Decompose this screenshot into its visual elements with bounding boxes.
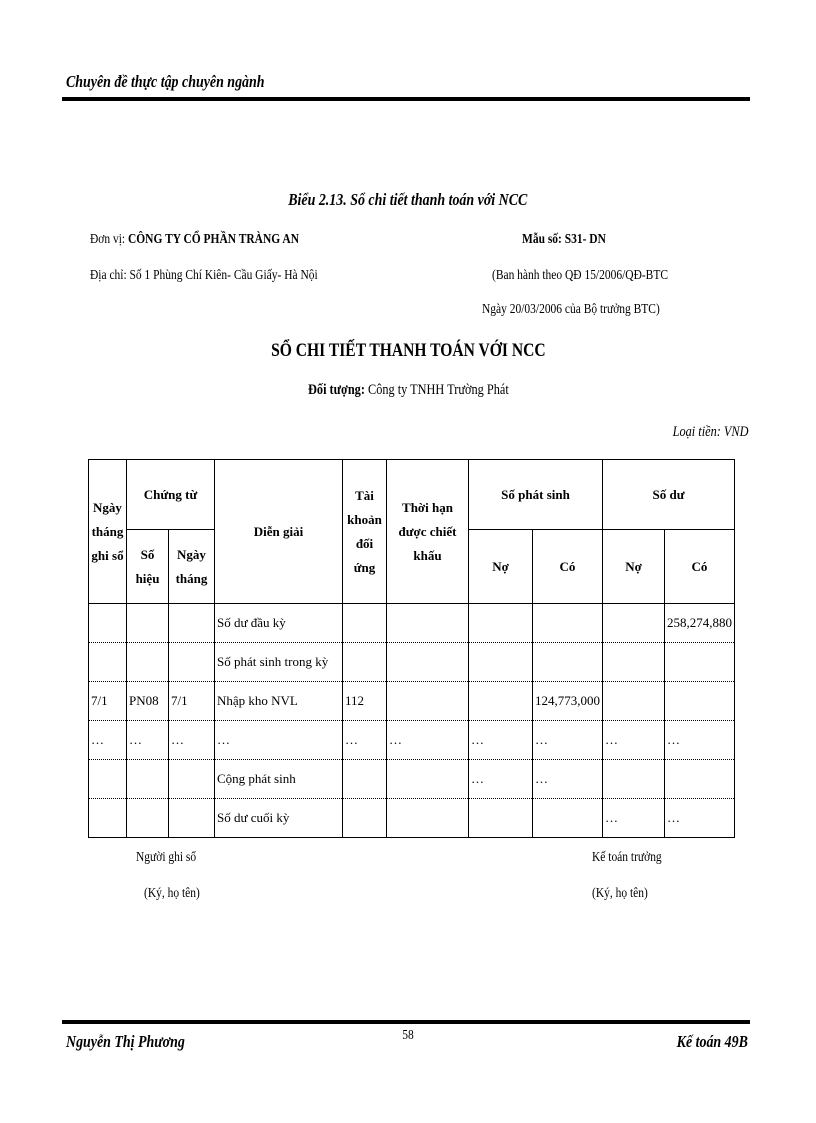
cell-voucher-no bbox=[127, 604, 169, 643]
cell-description: … bbox=[215, 721, 343, 760]
cell-arising-credit bbox=[533, 643, 603, 682]
cell-date: 7/1 bbox=[89, 682, 127, 721]
header-voucher-date: Ngày tháng bbox=[169, 530, 215, 604]
cell-date bbox=[89, 604, 127, 643]
header-rule bbox=[62, 97, 750, 101]
header-voucher-no: Số hiệu bbox=[127, 530, 169, 604]
address-line bbox=[90, 268, 368, 284]
cell-voucher-no bbox=[127, 643, 169, 682]
signature-right-title: Kế toán trưởng bbox=[592, 850, 662, 865]
figure-title: Biểu 2.13. Sổ chi tiết thanh toán với NCC bbox=[288, 190, 528, 209]
ledger-table bbox=[88, 459, 735, 838]
unit-value: CÔNG TY CỔ PHẦN TRÀNG AN bbox=[127, 232, 300, 247]
running-header: Chuyên đề thực tập chuyên ngành bbox=[66, 72, 265, 91]
cell-arising-credit: … bbox=[533, 760, 603, 799]
cell-arising-debit bbox=[469, 604, 533, 643]
header-arising-debit: Nợ bbox=[469, 530, 533, 604]
header-date-recorded: Ngày tháng ghi sổ bbox=[89, 460, 127, 604]
footer-author: Nguyễn Thị Phương bbox=[66, 1032, 185, 1051]
cell-discount-term bbox=[387, 682, 469, 721]
address-value: Số 1 Phùng Chí Kiên- Cầu Giấy- Hà Nội bbox=[129, 268, 318, 283]
cell-voucher-date bbox=[169, 760, 215, 799]
cell-balance-credit: … bbox=[665, 799, 735, 838]
cell-arising-debit: … bbox=[469, 760, 533, 799]
cell-description: Số dư cuối kỳ bbox=[215, 799, 343, 838]
cell-account bbox=[343, 760, 387, 799]
page-number: 58 bbox=[402, 1028, 414, 1043]
cell-account: … bbox=[343, 721, 387, 760]
cell-voucher-date bbox=[169, 643, 215, 682]
unit-line bbox=[90, 232, 345, 248]
cell-arising-credit bbox=[533, 604, 603, 643]
cell-account bbox=[343, 643, 387, 682]
cell-account bbox=[343, 604, 387, 643]
cell-balance-debit bbox=[603, 643, 665, 682]
subject-value: Công ty TNHH Trường Phát bbox=[364, 382, 509, 398]
cell-voucher-no: PN08 bbox=[127, 682, 169, 721]
header-voucher: Chứng từ bbox=[127, 460, 215, 530]
header-discount-term: Thời hạn được chiết khấu bbox=[387, 460, 469, 604]
cell-balance-debit bbox=[603, 682, 665, 721]
address-label: Địa chỉ: bbox=[90, 268, 130, 283]
header-description: Diễn giải bbox=[215, 460, 343, 604]
cell-arising-debit: … bbox=[469, 721, 533, 760]
cell-arising-credit bbox=[533, 799, 603, 838]
cell-discount-term: … bbox=[387, 721, 469, 760]
cell-arising-credit: … bbox=[533, 721, 603, 760]
cell-discount-term bbox=[387, 760, 469, 799]
table-row bbox=[89, 721, 735, 760]
signature-right-note: (Ký, họ tên) bbox=[592, 886, 648, 901]
header-balance: Số dư bbox=[603, 460, 735, 530]
cell-balance-debit bbox=[603, 760, 665, 799]
cell-arising-debit bbox=[469, 682, 533, 721]
cell-voucher-date bbox=[169, 604, 215, 643]
subject-label: Đối tượng: bbox=[307, 382, 365, 398]
unit-label: Đơn vị: bbox=[90, 232, 128, 247]
issued-by-line-1: (Ban hành theo QĐ 15/2006/QĐ-BTC bbox=[492, 268, 669, 283]
cell-discount-term bbox=[387, 799, 469, 838]
cell-account: 112 bbox=[343, 682, 387, 721]
footer-class: Kế toán 49B bbox=[676, 1032, 748, 1051]
cell-voucher-no bbox=[127, 760, 169, 799]
currency-label: Loại tiền: VND bbox=[672, 424, 748, 440]
cell-voucher-date: 7/1 bbox=[169, 682, 215, 721]
form-code: Mẫu số: S31- DN bbox=[522, 232, 606, 247]
table-row bbox=[89, 643, 735, 682]
cell-balance-debit: … bbox=[603, 799, 665, 838]
cell-voucher-no: … bbox=[127, 721, 169, 760]
header-balance-debit: Nợ bbox=[603, 530, 665, 604]
cell-balance-credit: 258,274,880 bbox=[665, 604, 735, 643]
cell-arising-debit bbox=[469, 799, 533, 838]
cell-balance-credit bbox=[665, 760, 735, 799]
cell-voucher-date: … bbox=[169, 721, 215, 760]
cell-arising-credit: 124,773,000 bbox=[533, 682, 603, 721]
ledger-title: SỔ CHI TIẾT THANH TOÁN VỚI NCC bbox=[270, 340, 546, 361]
cell-description: Cộng phát sinh bbox=[215, 760, 343, 799]
cell-discount-term bbox=[387, 604, 469, 643]
cell-voucher-no bbox=[127, 799, 169, 838]
cell-date: … bbox=[89, 721, 127, 760]
cell-arising-debit bbox=[469, 643, 533, 682]
table-row bbox=[89, 760, 735, 799]
footer-rule bbox=[62, 1020, 750, 1024]
cell-voucher-date bbox=[169, 799, 215, 838]
cell-description: Số dư đầu kỳ bbox=[215, 604, 343, 643]
cell-date bbox=[89, 760, 127, 799]
cell-balance-credit bbox=[665, 682, 735, 721]
table-row bbox=[89, 604, 735, 643]
header-counter-account: Tài khoản đối ứng bbox=[343, 460, 387, 604]
cell-balance-credit: … bbox=[665, 721, 735, 760]
signature-left-note: (Ký, họ tên) bbox=[144, 886, 200, 901]
header-arising: Số phát sinh bbox=[469, 460, 603, 530]
cell-balance-debit: … bbox=[603, 721, 665, 760]
issued-by-line-2: Ngày 20/03/2006 của Bộ trưởng BTC) bbox=[482, 302, 660, 317]
header-balance-credit: Có bbox=[665, 530, 735, 604]
table-row bbox=[89, 799, 735, 838]
cell-date bbox=[89, 799, 127, 838]
cell-date bbox=[89, 643, 127, 682]
signature-left-title: Người ghi sổ bbox=[136, 850, 197, 865]
cell-description: Số phát sinh trong kỳ bbox=[215, 643, 343, 682]
header-arising-credit: Có bbox=[533, 530, 603, 604]
cell-account bbox=[343, 799, 387, 838]
cell-description: Nhập kho NVL bbox=[215, 682, 343, 721]
cell-balance-debit bbox=[603, 604, 665, 643]
cell-discount-term bbox=[387, 643, 469, 682]
table-row bbox=[89, 682, 735, 721]
subject-line bbox=[0, 382, 816, 399]
cell-balance-credit bbox=[665, 643, 735, 682]
